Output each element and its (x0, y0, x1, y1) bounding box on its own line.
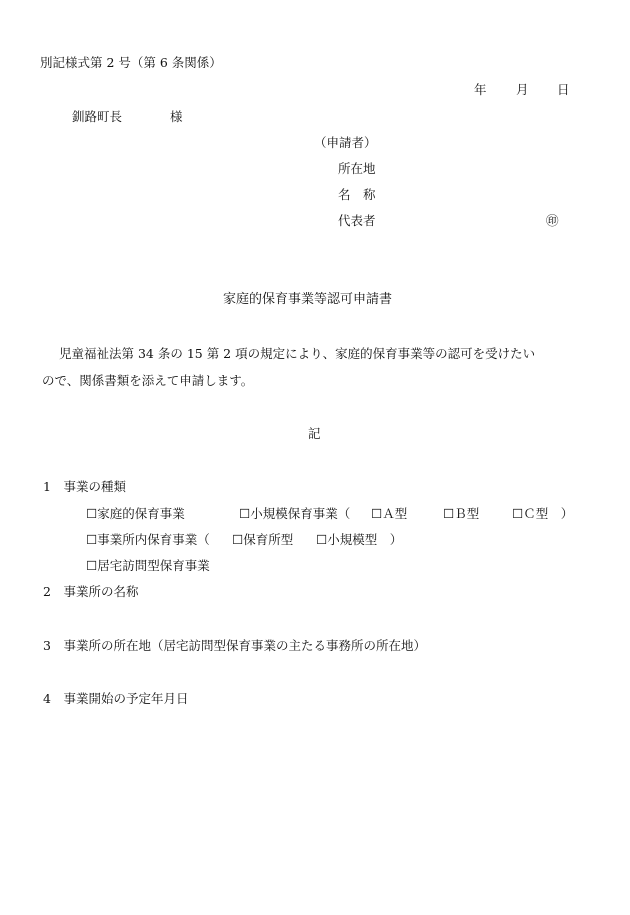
checkbox-type-c[interactable] (512, 506, 573, 522)
item-1-heading: 1 事業の種類 (43, 479, 126, 494)
checkbox-family-childcare[interactable] (86, 506, 185, 522)
document-title: 家庭的保育事業等認可申請書 (223, 292, 393, 307)
checkbox-nursery-type[interactable] (232, 532, 293, 548)
option-label-nursery-type: 保育所型 (243, 532, 294, 547)
checkbox-icon: ☐ (86, 558, 98, 573)
option-label-small-type: 小規模型 ） (327, 532, 403, 547)
applicant-representative-label: 代表者 (338, 213, 376, 228)
ki-heading: 記 (308, 426, 321, 441)
item-3-heading: 3 事業所の所在地（居宅訪問型保育事業の主たる事務所の所在地） (43, 638, 426, 653)
item-2-heading: 2 事業所の名称 (43, 584, 139, 599)
option-label-small-scale-childcare: 小規模保育事業（ (250, 506, 351, 521)
option-label-type-b: Ｂ型 (454, 506, 480, 521)
checkbox-type-b[interactable] (443, 506, 479, 522)
checkbox-home-visit-childcare[interactable] (86, 558, 210, 574)
applicant-heading: （申請者） (314, 135, 377, 150)
checkbox-icon: ☐ (232, 532, 244, 547)
addressee-name: 釧路町長 (72, 109, 123, 124)
checkbox-type-a[interactable] (371, 506, 407, 522)
date-month-label: 月 (516, 82, 529, 97)
checkbox-icon: ☐ (86, 506, 98, 521)
form-number: 別記様式第 2 号（第 6 条関係） (40, 55, 222, 70)
applicant-name-label: 名 称 (338, 187, 376, 202)
seal-mark-icon: ㊞ (546, 213, 559, 228)
checkbox-icon: ☐ (86, 532, 98, 547)
checkbox-icon: ☐ (512, 506, 524, 521)
body-text-line-2: ので、関係書類を添えて申請します。 (42, 373, 254, 388)
checkbox-small-type[interactable] (316, 532, 402, 548)
option-label-type-c: Ｃ型 ） (523, 506, 574, 521)
item-4-heading: 4 事業開始の予定年月日 (43, 691, 189, 706)
checkbox-icon: ☐ (371, 506, 383, 521)
checkbox-icon: ☐ (443, 506, 455, 521)
body-text-line-1: 児童福祉法第 34 条の 15 第 2 項の規定により、家庭的保育事業等の認可を受けたい (59, 346, 536, 361)
checkbox-workplace-childcare[interactable] (86, 532, 210, 548)
option-label-type-a: Ａ型 (382, 506, 408, 521)
date-day-label: 日 (557, 82, 570, 97)
checkbox-small-scale-childcare[interactable] (239, 506, 350, 522)
date-year-label: 年 (474, 82, 487, 97)
checkbox-icon: ☐ (316, 532, 328, 547)
addressee-honorific: 様 (170, 109, 183, 124)
option-label-home-visit-childcare: 居宅訪問型保育事業 (97, 558, 210, 573)
checkbox-icon: ☐ (239, 506, 251, 521)
option-label-workplace-childcare: 事業所内保育事業（ (97, 532, 210, 547)
option-label-family-childcare: 家庭的保育事業 (97, 506, 185, 521)
applicant-address-label: 所在地 (338, 161, 376, 176)
